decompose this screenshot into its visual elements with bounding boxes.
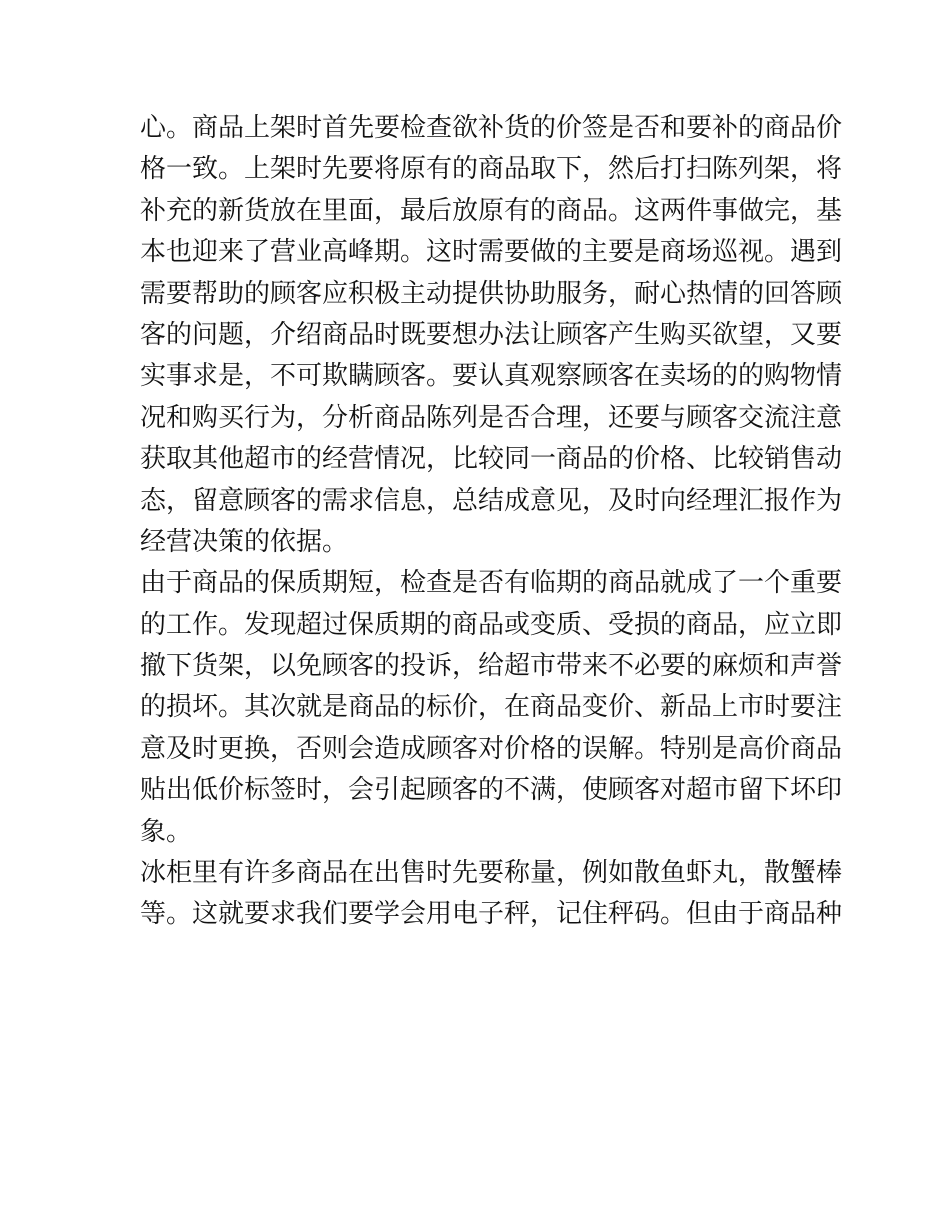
text-line: 实事求是，不可欺瞒顾客。要认真观察顾客在卖场的的购物情	[140, 361, 843, 392]
text-line: 意及时更换，否则会造成顾客对价格的误解。特别是高价商品	[140, 733, 843, 764]
text-line: 格一致。上架时先要将原有的商品取下，然后打扫陈列架，将	[140, 154, 843, 185]
text-line: 由于商品的保质期短，检查是否有临期的商品就成了一个重要	[140, 568, 843, 599]
paragraph-2	[140, 563, 843, 853]
text-line: 补充的新货放在里面，最后放原有的商品。这两件事做完，基	[140, 195, 843, 226]
text-line: 况和购买行为，分析商品陈列是否合理，还要与顾客交流注意	[140, 402, 843, 433]
text-line: 的损坏。其次就是商品的标价，在商品变价、新品上市时要注	[140, 692, 843, 723]
text-line: 心。商品上架时首先要检查欲补货的价签是否和要补的商品价	[140, 113, 843, 143]
text-line: 等。这就要求我们要学会用电子秤，记住秤码。但由于商品种	[140, 899, 843, 930]
text-line: 本也迎来了营业高峰期。这时需要做的主要是商场巡视。遇到	[140, 237, 843, 268]
paragraph-3	[140, 853, 843, 936]
paragraph-1	[140, 108, 843, 563]
text-line: 贴出低价标签时，会引起顾客的不满，使顾客对超市留下坏印	[140, 775, 843, 806]
text-line: 的工作。发现超过保质期的商品或变质、受损的商品，应立即	[140, 609, 843, 640]
text-line: 象。	[140, 816, 193, 847]
text-line: 获取其他超市的经营情况，比较同一商品的价格、比较销售动	[140, 444, 843, 475]
text-line: 需要帮助的顾客应积极主动提供协助服务，耐心热情的回答顾	[140, 278, 843, 309]
text-line: 冰柜里有许多商品在出售时先要称量，例如散鱼虾丸，散蟹棒	[140, 858, 843, 889]
text-line: 经营决策的依据。	[140, 526, 349, 557]
document-body	[140, 108, 843, 936]
text-line: 态，留意顾客的需求信息，总结成意见，及时向经理汇报作为	[140, 485, 843, 516]
text-line: 撤下货架，以免顾客的投诉，给超市带来不必要的麻烦和声誉	[140, 651, 843, 682]
text-line: 客的问题，介绍商品时既要想办法让顾客产生购买欲望，又要	[140, 319, 843, 350]
